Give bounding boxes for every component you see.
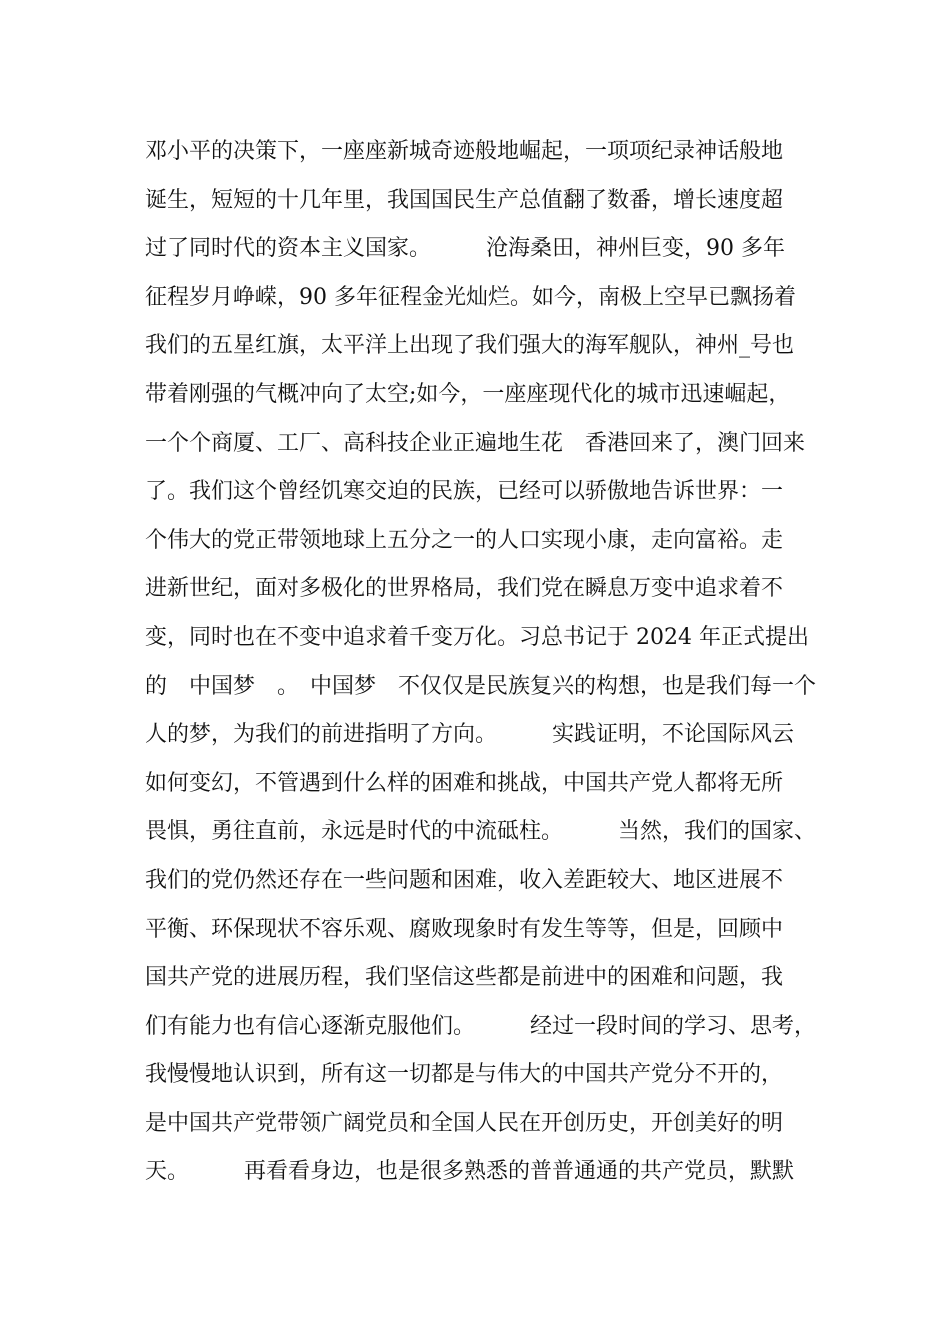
text-line: 的 中国梦 。 中国梦 不仅仅是民族复兴的构想，也是我们每一个 <box>145 673 817 699</box>
text-line: 我慢慢地认识到，所有这一切都是与伟大的中国共产党分不开的， <box>145 1062 784 1088</box>
text-line: 进新世纪，面对多极化的世界格局，我们党在瞬息万变中追求着不 <box>145 576 784 602</box>
body-text <box>145 128 825 1197</box>
text-line: 过了同时代的资本主义国家。 沧海桑田，神州巨变，90 多年 <box>145 236 785 262</box>
text-line: 邓小平的决策下，一座座新城奇迹般地崛起，一项项纪录神话般地 <box>145 139 784 164</box>
text-line: 变，同时也在不变中追求着千变万化。习总书记于 2024 年正式提出 <box>145 624 809 650</box>
text-line: 畏惧，勇往直前，永远是时代的中流砥柱。 当然，我们的国家、 <box>145 819 817 845</box>
text-line: 人的梦，为我们的前进指明了方向。 实践证明，不论国际风云 <box>145 722 795 748</box>
text-line: 征程岁月峥嵘，90 多年征程金光灿烂。如今，南极上空早已飘扬着 <box>145 284 796 310</box>
text-line: 国共产党的进展历程，我们坚信这些都是前进中的困难和问题，我 <box>145 965 784 991</box>
text-line: 我们的五星红旗，太平洋上出现了我们强大的海军舰队，神州_号也 <box>145 333 795 359</box>
text-line: 天。 再看看身边，也是很多熟悉的普普通通的共产党员，默默 <box>145 1159 795 1185</box>
text-line: 个伟大的党正带领地球上五分之一的人口实现小康，走向富裕。走 <box>145 527 784 553</box>
text-line: 一个个商厦、工厂、高科技企业正遍地生花 香港回来了，澳门回来 <box>145 430 806 456</box>
text-line: 如何变幻，不管遇到什么样的困难和挑战，中国共产党人都将无所 <box>145 770 784 796</box>
text-line: 平衡、环保现状不容乐观、腐败现象时有发生等等，但是，回顾中 <box>145 916 784 942</box>
text-line: 我们的党仍然还存在一些问题和困难，收入差距较大、地区进展不 <box>145 867 784 893</box>
text-line: 是中国共产党带领广阔党员和全国人民在开创历史，开创美好的明 <box>145 1110 784 1136</box>
text-line: 们有能力也有信心逐渐克服他们。 经过一段时间的学习、思考， <box>145 1013 817 1039</box>
text-line: 带着刚强的气概冲向了太空;如今，一座座现代化的城市迅速崛起， <box>145 381 791 407</box>
text-line: 了。我们这个曾经饥寒交迫的民族，已经可以骄傲地告诉世界：一 <box>145 479 784 505</box>
text-line: 诞生，短短的十几年里，我国国民生产总值翻了数番，增长速度超 <box>145 187 784 213</box>
